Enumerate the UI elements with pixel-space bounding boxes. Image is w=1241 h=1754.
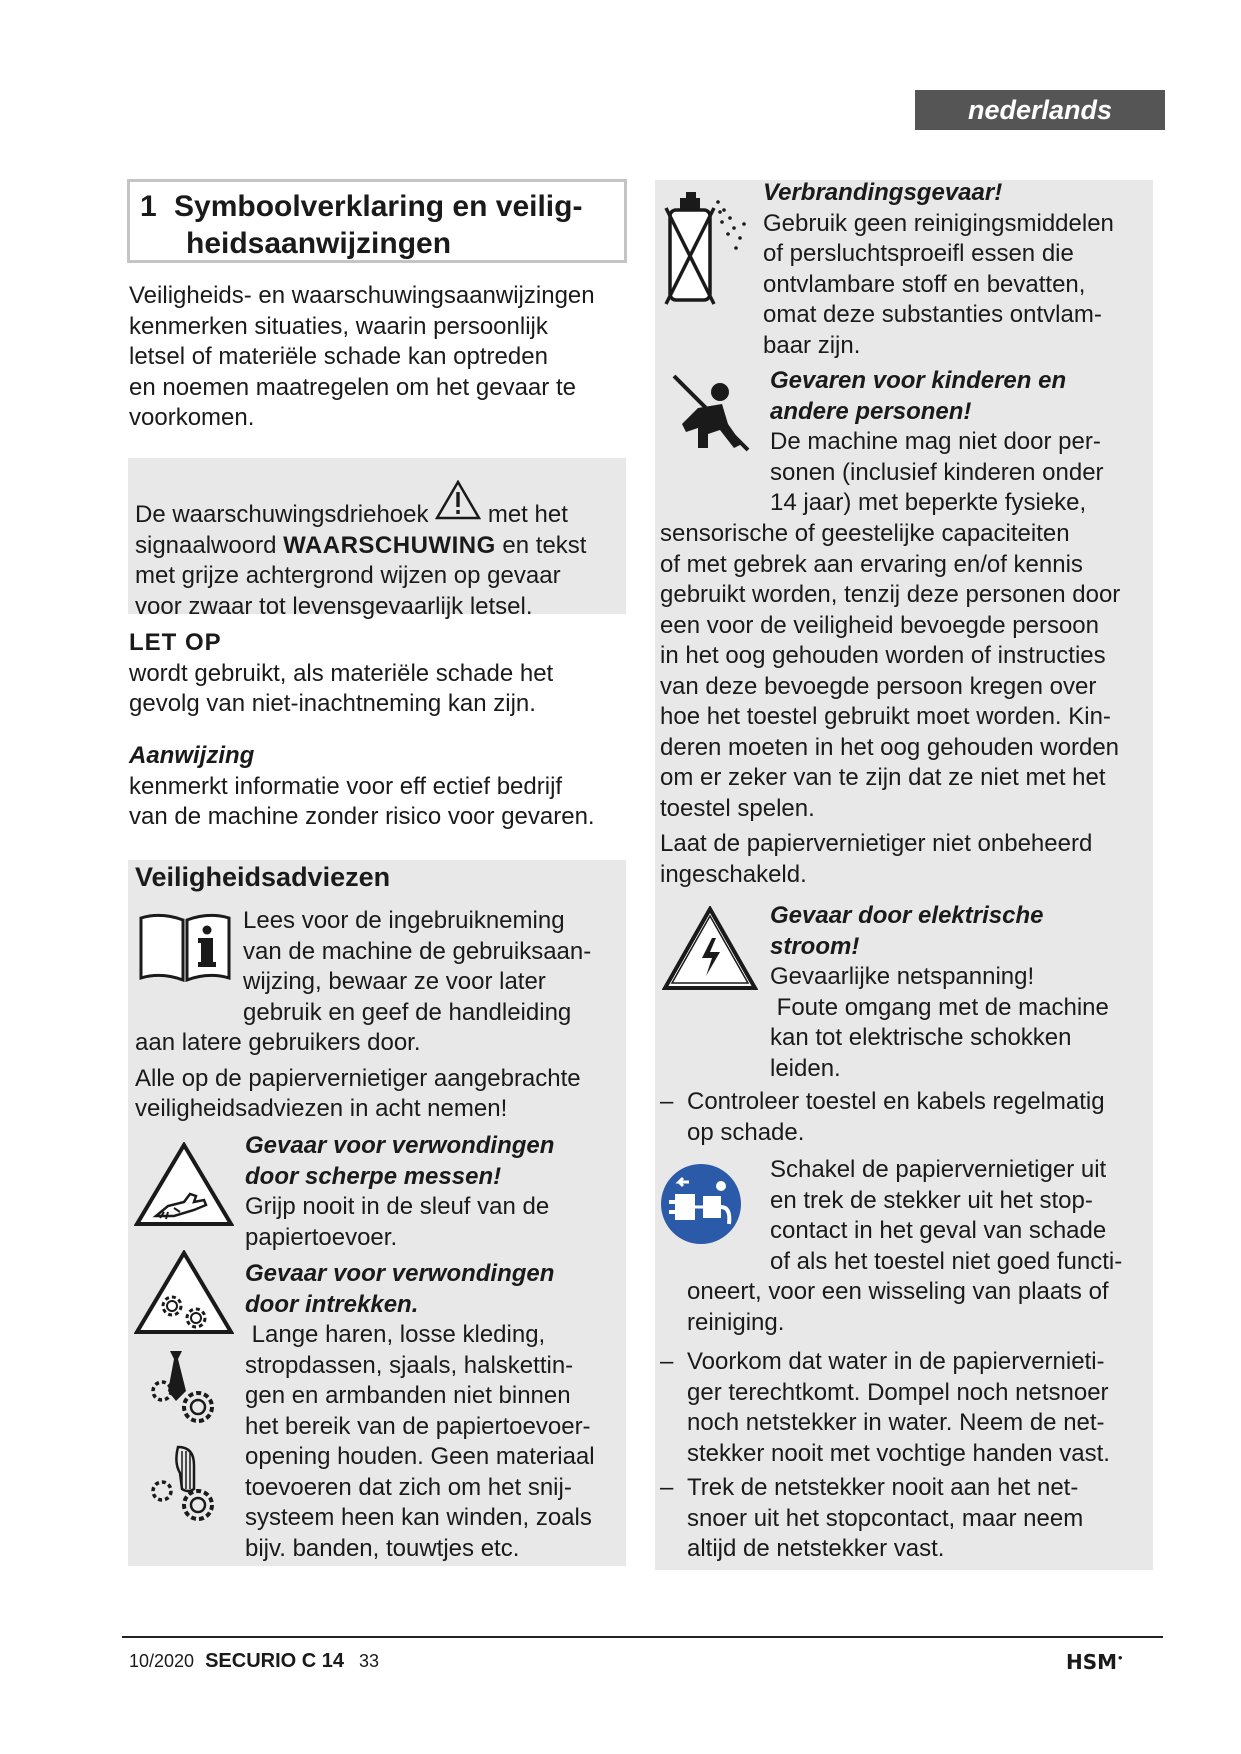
- text-line: 14 jaar) met beperkte fysieke,: [770, 489, 1087, 516]
- warning-title: stroom!: [770, 932, 860, 960]
- warning-line: met grijze achtergrond wijzen op gevaar: [135, 562, 561, 589]
- text-line: ontvlambare stoff en bevatten,: [763, 270, 1086, 298]
- warning-triangle-icon: [435, 490, 481, 524]
- text-line: of persluchtsproeifl essen die: [763, 240, 1074, 267]
- read-manual-text-cont: [135, 1028, 630, 1125]
- text-line: gebruik en geef de handleiding: [243, 998, 572, 1026]
- unplug-text: [770, 1155, 1155, 1277]
- section-heading: [127, 179, 627, 263]
- footer-rule: [122, 1636, 1163, 1638]
- text-line: toestel spelen.: [660, 794, 815, 822]
- cutting-hand-warning-icon: [134, 1142, 234, 1228]
- text-line: Voorkom dat water in de papiervernieti-: [687, 1348, 1105, 1375]
- text-line: Alle op de papiervernietiger aangebrachte: [135, 1064, 581, 1092]
- text-line: stropdassen, sjaals, halskettin-: [245, 1351, 574, 1379]
- footer-left: [129, 1650, 379, 1673]
- brand-name: HSM: [1066, 1650, 1118, 1674]
- text-line: veiligheidsadviezen in acht nemen!: [135, 1095, 508, 1122]
- text-line: papiertoevoer.: [245, 1223, 398, 1251]
- warning-title: Verbrandingsgevaar!: [763, 179, 1003, 206]
- text-line: en trek de stekker uit het stop-: [770, 1186, 1093, 1214]
- text-line: het bereik van de papiertoevoer-: [245, 1412, 591, 1440]
- text-line: of als het toestel niet goed functi-: [770, 1247, 1123, 1275]
- electric-hazard-icon: [662, 906, 758, 992]
- footer-model: SECURIO C 14: [205, 1650, 345, 1672]
- text-line: reiniging.: [687, 1308, 785, 1336]
- plug-item: [660, 1473, 1155, 1565]
- section-title-line2: heidsaanwijzingen: [186, 227, 452, 260]
- text-line: snoer uit het stopcontact, maar neem: [687, 1504, 1084, 1532]
- text-line: stekker nooit met vochtige handen vast.: [687, 1439, 1110, 1467]
- warning-line: signaalwoord WAARSCHUWING en tekst: [135, 531, 587, 559]
- page-number: 33: [359, 1651, 380, 1671]
- warning-title: Gevaar voor verwondingen: [245, 1260, 555, 1287]
- text-line: contact in het geval van schade: [770, 1217, 1107, 1244]
- intro-line: kenmerken situaties, waarin persoonlijk: [129, 312, 548, 340]
- intro-line: Veiligheids- en waarschuwingsaanwijzingen: [129, 282, 595, 309]
- warning-title: door intrekken.: [245, 1290, 419, 1318]
- text-line: op schade.: [687, 1118, 805, 1146]
- text-line: noch netstekker in water. Neem de net-: [687, 1409, 1105, 1436]
- text-line: of met gebrek aan ervaring en/of kennis: [660, 550, 1083, 578]
- text-line: Grijp nooit in de sleuf van de: [245, 1193, 550, 1220]
- read-manual-text: [243, 906, 628, 1028]
- text-line: Controleer toestel en kabels regelmatig: [687, 1088, 1105, 1115]
- warning-line: De waarschuwingsdriehoek met het: [135, 490, 630, 531]
- safety-title: Veiligheidsadviezen: [135, 862, 391, 892]
- burn-warning: [763, 178, 1155, 361]
- text-line: Schakel de papiervernietiger uit: [770, 1156, 1107, 1183]
- text-line: van deze bevoegde persoon kregen over: [660, 672, 1097, 700]
- warning-title: door scherpe messen!: [245, 1162, 502, 1190]
- text-line: bijv. banden, touwtjes etc.: [245, 1534, 520, 1562]
- pull-in-warning: [245, 1259, 630, 1564]
- text-line: sonen (inclusief kinderen onder: [770, 458, 1104, 486]
- text-line: altijd de netstekker vast.: [687, 1535, 945, 1562]
- text-line: Trek de netstekker nooit aan het net-: [687, 1474, 1079, 1501]
- text-line: aan latere gebruikers door.: [135, 1029, 421, 1056]
- text-line: omat deze substanties ontvlam-: [763, 301, 1102, 328]
- section-title-line1: Symboolverklaring en veilig-: [174, 190, 583, 223]
- knives-warning: [245, 1131, 630, 1253]
- electric-warning: [770, 901, 1155, 1084]
- aanwijzing-line: van de machine zonder risico voor gevaren.: [129, 803, 595, 830]
- no-children-icon: [668, 372, 752, 456]
- warning-title: andere personen!: [770, 397, 972, 425]
- check-item: [660, 1087, 1155, 1148]
- dash-bullet: –: [660, 1348, 674, 1375]
- let-op-block: [129, 628, 629, 720]
- text-line: wijzing, bewaar ze voor later: [243, 968, 546, 995]
- text-line: Gevaarlijke netspanning!: [770, 963, 1035, 990]
- text-line: leiden.: [770, 1054, 841, 1082]
- text-line: ger terechtkomt. Dompel noch netsnoer: [687, 1378, 1109, 1406]
- intro-paragraph: [129, 281, 629, 434]
- dash-bullet: –: [660, 1474, 674, 1501]
- text-line: ingeschakeld.: [660, 860, 807, 888]
- aanwijzing-title: Aanwijzing: [129, 742, 255, 769]
- text-line: toevoeren dat zich om het snij-: [245, 1473, 572, 1501]
- text-line: systeem heen kan winden, zoals: [245, 1504, 592, 1531]
- text-line: in het oog gehouden worden of instructies: [660, 642, 1106, 669]
- children-warning: [770, 366, 1155, 519]
- children-warning-cont: [660, 519, 1155, 890]
- water-item: [660, 1347, 1155, 1469]
- section-number: 1: [140, 190, 157, 223]
- spray-can-no-flammable-icon: [662, 188, 752, 308]
- intro-line: en noemen maatregelen om het gevaar te: [129, 373, 576, 401]
- intro-line: letsel of materiële schade kan optreden: [129, 343, 548, 370]
- text-line: baar zijn.: [763, 331, 861, 359]
- text-line: om er zeker van te zijn dat ze niet met het: [660, 764, 1106, 791]
- text-line: Lange haren, losse kleding,: [245, 1321, 546, 1348]
- text-line: hoe het toestel gebruikt moet worden. Kin-: [660, 703, 1111, 730]
- intro-line: voorkomen.: [129, 404, 255, 431]
- text-line: een voor de veiligheid bevoegde persoon: [660, 611, 1099, 639]
- warning-title: Gevaren voor kinderen en: [770, 367, 1067, 394]
- aanwijzing-line: kenmerkt informatie voor eff ectief bedrijf: [129, 772, 563, 800]
- text-line: Lees voor de ingebruikneming: [243, 907, 565, 934]
- let-op-title: LET OP: [129, 629, 222, 656]
- read-manual-icon: [137, 910, 233, 984]
- aanwijzing-block: [129, 741, 634, 833]
- text-line: van de machine de gebruiksaan-: [243, 937, 592, 965]
- text-line: De machine mag niet door per-: [770, 428, 1101, 455]
- text-line: Gebruik geen reinigingsmiddelen: [763, 209, 1114, 237]
- text-line: deren moeten in het oog gehouden worden: [660, 733, 1120, 761]
- text-line: oneert, voor een wisseling van plaats of: [687, 1278, 1109, 1305]
- text-line: gen en armbanden niet binnen: [245, 1382, 571, 1409]
- brand-logo: HSM•: [1066, 1650, 1124, 1674]
- text-line: gebruikt worden, tenzij deze personen door: [660, 581, 1121, 608]
- text-line: sensorische of geestelijke capaciteiten: [660, 520, 1070, 547]
- tie-gear-icon: [148, 1347, 218, 1427]
- text-line: opening houden. Geen materiaal: [245, 1443, 595, 1470]
- let-op-line: wordt gebruikt, als materiële schade het: [129, 659, 554, 687]
- text-line: Foute omgang met de machine: [770, 993, 1109, 1021]
- dash-bullet: –: [660, 1088, 674, 1115]
- text-line: kan tot elektrische schokken: [770, 1024, 1072, 1051]
- text-line: Laat de papiervernietiger niet onbeheerd: [660, 830, 1093, 857]
- language-tab: nederlands: [915, 90, 1165, 130]
- unplug-text-cont: [687, 1277, 1157, 1338]
- let-op-line: gevolg van niet-inachtneming kan zijn.: [129, 690, 536, 717]
- warning-title: Gevaar door elektrische: [770, 902, 1044, 929]
- warning-box-text: [135, 490, 630, 622]
- warning-line: voor zwaar tot levensgevaarlijk letsel.: [135, 592, 533, 620]
- gear-pull-in-warning-icon: [134, 1250, 234, 1336]
- hair-gear-icon: [148, 1443, 218, 1525]
- warning-title: Gevaar voor verwondingen: [245, 1132, 555, 1159]
- signal-word: WAARSCHUWING: [283, 531, 496, 559]
- footer-date: 10/2020: [129, 1651, 195, 1671]
- unplug-mandatory-icon: [659, 1162, 743, 1246]
